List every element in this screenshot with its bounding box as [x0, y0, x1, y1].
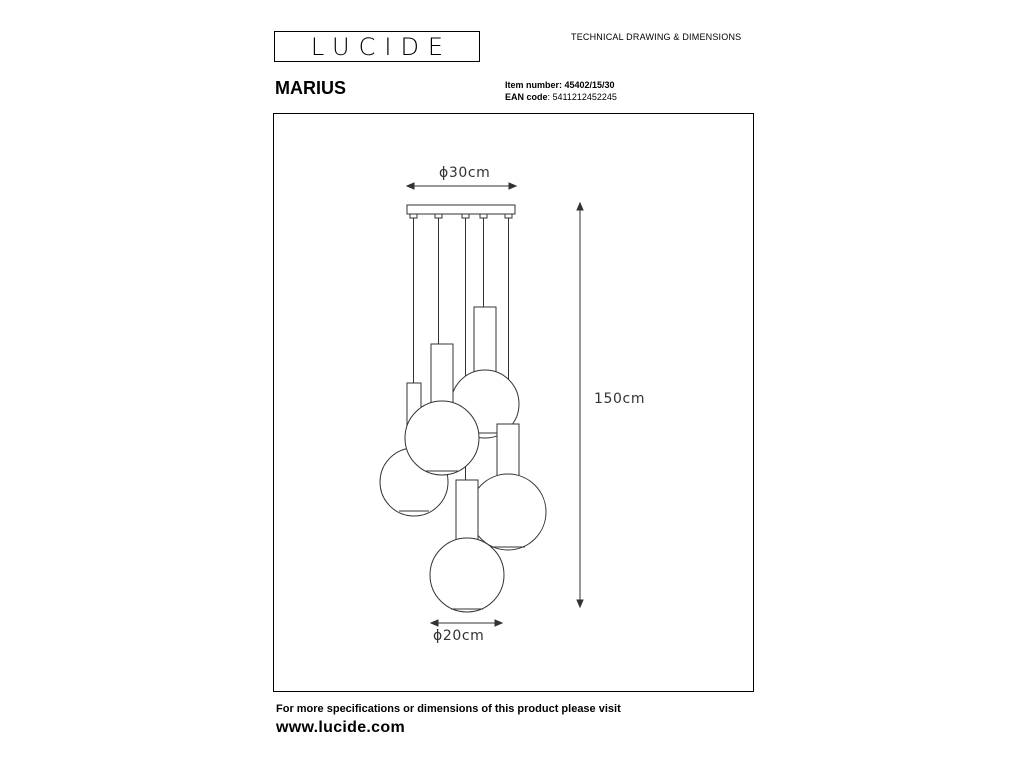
ean-value: : 5411212452245: [547, 92, 617, 102]
shade-diameter-label: ϕ20cm: [433, 628, 485, 644]
item-number-label: Item number: [505, 80, 560, 90]
height-dimension-line: [577, 203, 583, 607]
shade-width-dimension-line: [431, 620, 502, 626]
canopy-diameter-label: ϕ30cm: [439, 165, 491, 181]
product-name: MARIUS: [275, 78, 346, 98]
footer-note: For more specifications or dimensions of this product please visit: [276, 703, 621, 715]
pendant-lamp-4: [470, 424, 546, 550]
cable-connectors: [410, 214, 512, 218]
canopy-width-dimension-line: [407, 183, 516, 189]
ceiling-canopy: [407, 205, 515, 214]
height-label: 150cm: [594, 391, 646, 407]
website-link[interactable]: www.lucide.com: [276, 719, 405, 736]
document-type-label: TECHNICAL DRAWING & DIMENSIONS: [571, 32, 742, 42]
logo-text: LUCIDE: [310, 32, 453, 61]
ean-label: EAN code: [505, 92, 548, 102]
item-number-value: : 45402/15/30: [559, 80, 615, 90]
